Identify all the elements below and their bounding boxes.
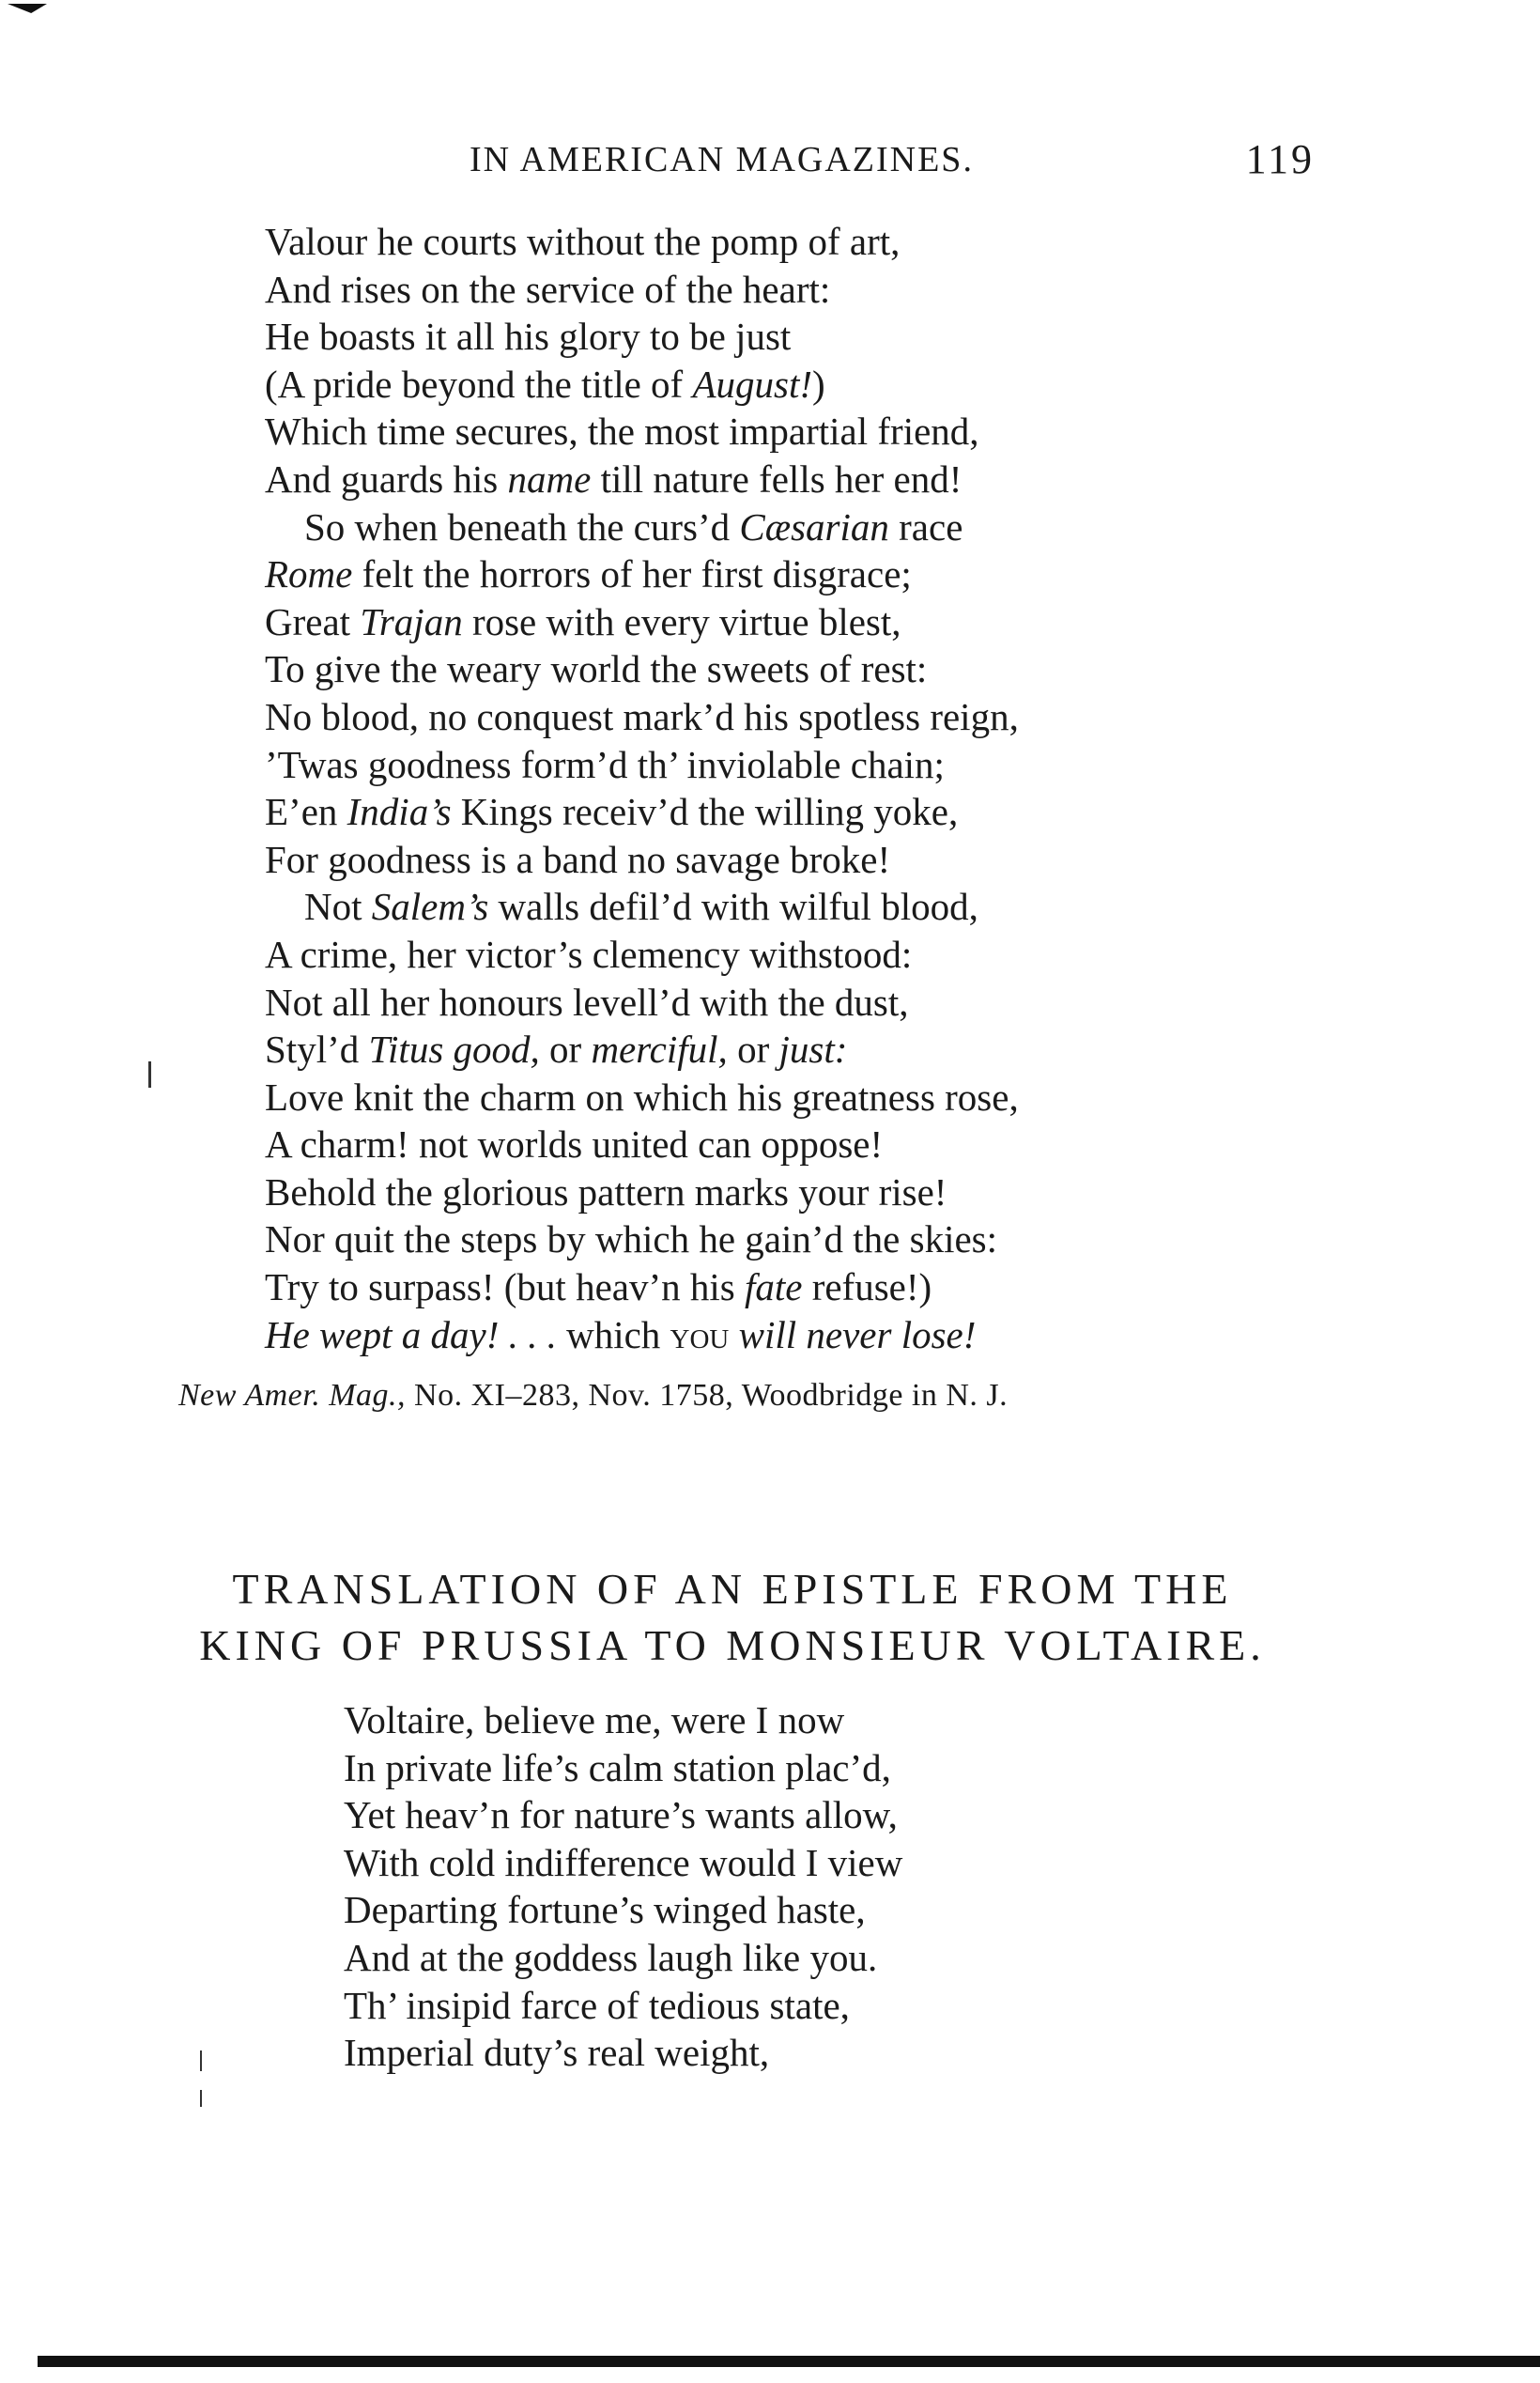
text-run: Not [304, 885, 372, 929]
text-run: ’Twas goodness form’d th’ inviolable chain; [265, 742, 945, 786]
text-run: merciful, [591, 1028, 728, 1072]
poem-line [265, 1074, 1204, 1122]
text-run: And at the goddess laugh like you. [344, 1935, 878, 1979]
text-run: Valour he courts without the pomp of art, [265, 220, 901, 263]
poem-line [265, 1311, 1204, 1359]
text-run: Behold the glorious pattern marks your rise! [265, 1169, 947, 1214]
text-run: will never lose! [738, 1312, 977, 1356]
poem-line [265, 693, 1204, 741]
running-title: IN AMERICAN MAGAZINES. [470, 140, 974, 179]
poem-line [265, 1215, 1204, 1263]
text-run: walls defil’d with wilful blood, [488, 885, 978, 929]
text-run: Voltaire, believe me, were I now [344, 1698, 845, 1741]
text-run: Th’ insipid farce of tedious state, [344, 1983, 850, 2027]
poem-line [265, 836, 1204, 884]
text-run: With cold indifference would I view [344, 1840, 903, 1884]
poem-line [344, 1696, 1095, 1744]
text-run: A crime, her victor’s clemency withstood: [265, 932, 913, 976]
poem-line [265, 931, 1204, 979]
poem-line [344, 1934, 1095, 1982]
poem-line [265, 408, 1204, 456]
text-run: felt the horrors of her first disgrace; [352, 552, 912, 596]
poem-line [265, 883, 1204, 931]
text-run: And guards his [265, 456, 508, 501]
poem-line [265, 1121, 1204, 1168]
text-run: ) [812, 362, 825, 406]
section-heading [141, 1561, 1324, 1674]
text-run: Try to surpass! (but heav’n his [265, 1265, 745, 1309]
text-run: Departing fortune’s winged haste, [344, 1888, 866, 1932]
text-run: you [670, 1312, 730, 1356]
poem-stanza-block [265, 218, 1204, 1358]
text-run: Salem’s [371, 885, 489, 929]
poem-line [344, 1791, 1095, 1839]
poem-line [265, 503, 1204, 551]
corner-mark [8, 4, 47, 13]
text-run: Cæsarian [739, 504, 889, 549]
text-run: Styl’d [265, 1028, 369, 1072]
text-run: just: [778, 1028, 848, 1072]
text-run [729, 1313, 738, 1356]
text-run: Kings receiv’d the willing yoke, [451, 790, 959, 834]
poem-line [344, 2029, 1095, 2077]
text-run: or [539, 1028, 592, 1072]
text-run: Not all her honours levell’d with the dust, [265, 980, 909, 1024]
poem-line [265, 361, 1204, 409]
poem-line [265, 645, 1204, 693]
text-run: rose with every virtue blest, [462, 599, 901, 643]
poem-line [265, 979, 1204, 1027]
poem-line [265, 1168, 1204, 1216]
text-run: Trajan [360, 599, 463, 643]
text-run: Great [265, 599, 361, 643]
poem-line [265, 598, 1204, 646]
text-run: till nature fells her end! [591, 456, 962, 501]
poem-line [344, 1982, 1095, 2030]
margin-mark [200, 2050, 202, 2071]
text-run: Rome [265, 552, 353, 596]
poem-line [265, 456, 1204, 503]
poem-line [265, 1026, 1204, 1074]
text-run: refuse!) [802, 1265, 932, 1309]
text-run: For goodness is a band no savage broke! [265, 837, 891, 881]
text-run: which [556, 1312, 670, 1356]
page-number: 119 [1245, 136, 1315, 182]
poem-line [265, 788, 1204, 836]
poem-line [344, 1744, 1095, 1792]
translation-poem [344, 1696, 1095, 2077]
source-citation [178, 1378, 1305, 1414]
poem-line [265, 1263, 1204, 1311]
text-run: No blood, no conquest mark’d his spotless reign, [265, 694, 1019, 738]
heading-line-2: KING OF PRUSSIA TO MONSIEUR VOLTAIRE. [199, 1621, 1266, 1669]
text-run: Love knit the charm on which his greatness rose, [265, 1075, 1019, 1119]
margin-mark [200, 2090, 202, 2107]
text-run: He wept a day! . . . [265, 1312, 557, 1356]
page-header [470, 136, 1315, 186]
text-run: No. XI–283, Nov. 1758, Woodbridge in N. J. [406, 1378, 1009, 1413]
text-run: So when beneath the curs’d [304, 504, 740, 549]
text-run: race [888, 504, 963, 549]
text-run: And rises on the service of the heart: [265, 267, 831, 311]
text-run: Which time secures, the most impartial friend, [265, 410, 979, 454]
text-run: August! [692, 362, 812, 406]
poem-line [344, 1839, 1095, 1887]
text-run: Yet heav’n for nature’s wants allow, [344, 1793, 898, 1837]
text-run: fate [744, 1265, 803, 1309]
bottom-rule [38, 2356, 1540, 2367]
poem-line [265, 550, 1204, 598]
poem-line [344, 1886, 1095, 1934]
poem-line [265, 218, 1204, 266]
text-run: name [507, 456, 592, 501]
text-run: He boasts it all his glory to be just [265, 315, 792, 359]
poem-line [265, 313, 1204, 361]
text-run: A charm! not worlds united can oppose! [265, 1122, 884, 1167]
text-run: or [727, 1028, 779, 1072]
text-run: India’s [346, 790, 452, 834]
heading-line-1: TRANSLATION OF AN EPISTLE FROM THE [232, 1565, 1233, 1613]
text-run: Imperial duty’s real weight, [344, 2031, 770, 2075]
text-run: (A pride beyond the title of [265, 362, 693, 406]
poem-line [265, 266, 1204, 314]
text-run: New Amer. Mag., [178, 1378, 407, 1413]
text-run: To give the weary world the sweets of rest: [265, 647, 928, 691]
text-run: In private life’s calm station plac’d, [344, 1745, 891, 1789]
poem-line [265, 741, 1204, 789]
margin-mark [148, 1061, 151, 1088]
text-run: Titus good, [368, 1028, 540, 1072]
text-run: E’en [265, 790, 347, 834]
text-run: Nor quit the steps by which he gain’d the skies: [265, 1217, 998, 1261]
